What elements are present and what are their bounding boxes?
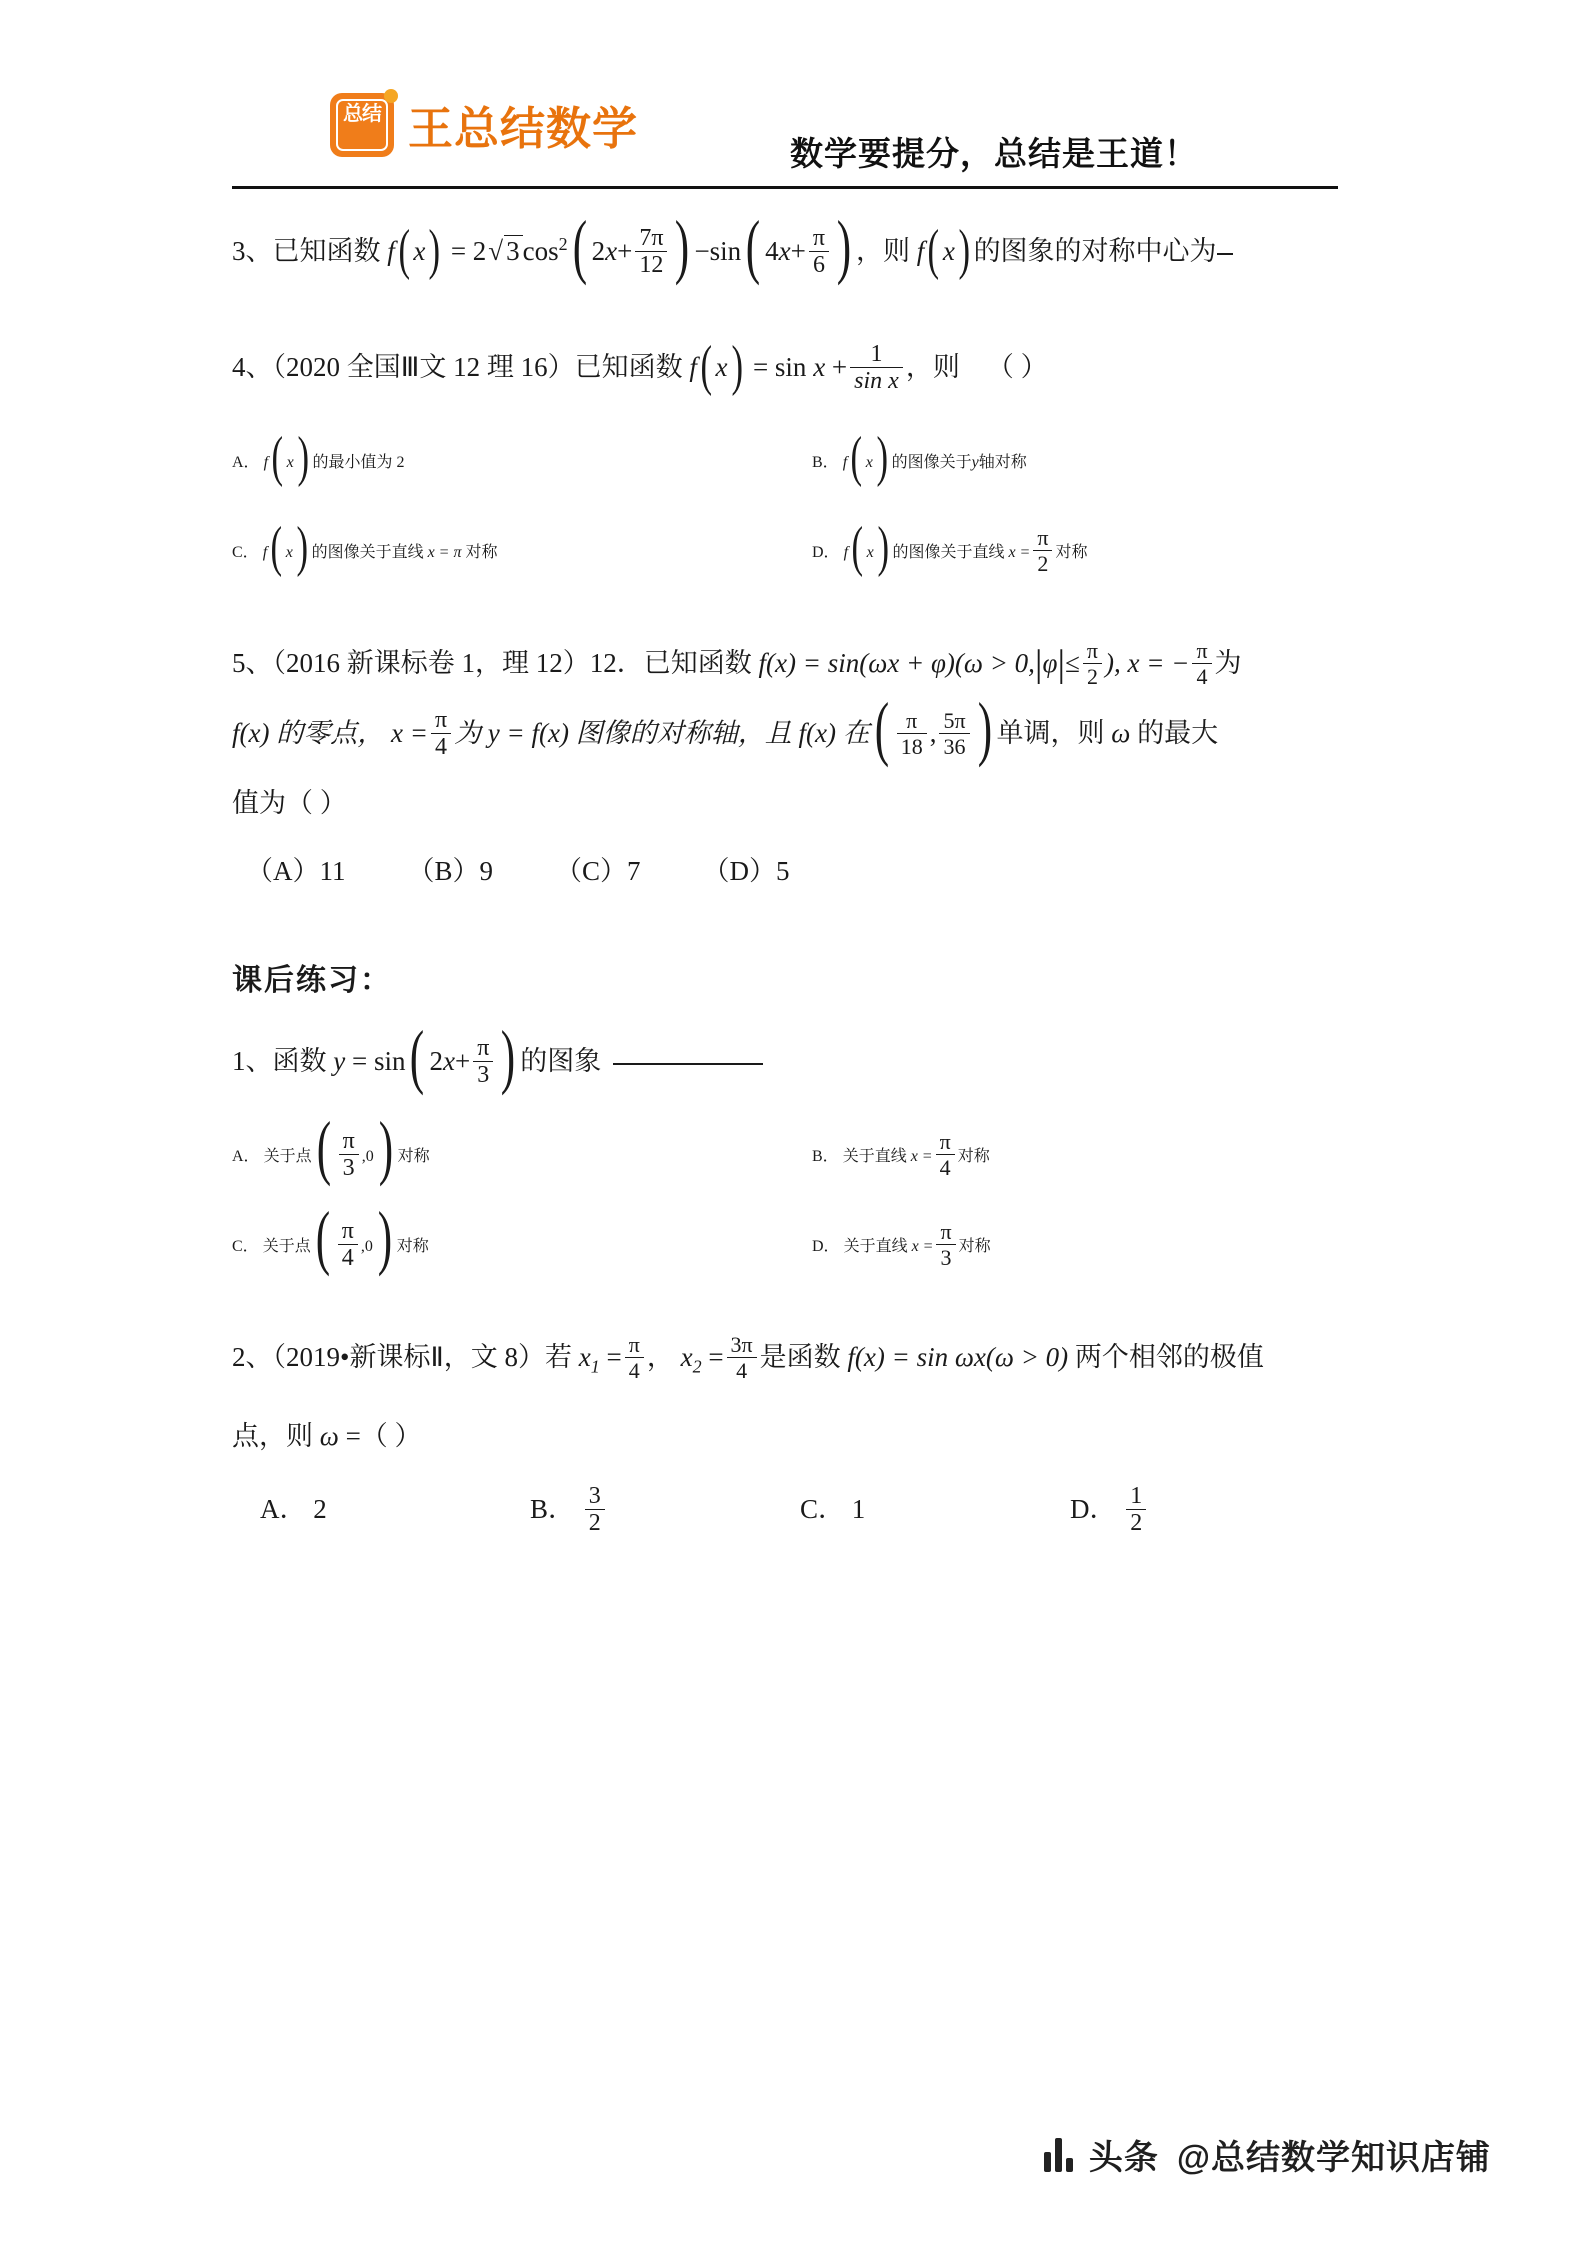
question-4: 4、（2020 全国Ⅲ文 12 理 16）已知函数 f( x) = sin x + $\frac{1}{\text{sin x}}$ ，则 （ ） — [232, 335, 1048, 397]
q4-tail: ，则 — [905, 352, 960, 382]
q3-minus: − — [694, 236, 710, 266]
p1-option-C[interactable]: C． 关于点( $\frac{\pi}{4}$ ,0) 对称 — [232, 1197, 429, 1277]
q5-choice-D[interactable]: （D）5 — [702, 856, 790, 886]
question-5: 5、（2016 新课标卷 1，理 12）12．已知函数 f(x) = sin(ωx + φ)(ω > 0,|φ|≤ $\frac{\pi}{2}$ ), x = − $\frac{\pi}{4}$ 为 — [232, 637, 1242, 689]
question-4-options-row-2 — [232, 516, 1412, 585]
practice-section-title: 课后练习： — [232, 964, 392, 997]
q3-arg2-a: 4 — [765, 236, 779, 266]
spacer — [232, 495, 1412, 521]
p2-option-D[interactable]: D． $\frac{1}{2}$ — [1070, 1474, 1340, 1544]
q4-expr-eq: = sin — [752, 352, 807, 382]
q4-answer-paren: （ ） — [986, 352, 1048, 382]
q3-f2: f — [916, 236, 925, 266]
practice-question-2-line-2: 点，则 ω =（ ） — [232, 1421, 422, 1452]
practice-question-1: 1、函数 y = sin( 2x+ $\frac{\pi}{3}$ ) 的图象 — [232, 1029, 1412, 1093]
q3-x2: x — [942, 236, 955, 266]
q3-arg1-a: 2 — [591, 236, 606, 266]
spacer — [232, 1189, 1412, 1215]
q3-tail: ，则 — [856, 236, 910, 266]
p2-x2-frac: $\frac{3\pi}{4}$ — [727, 1332, 757, 1384]
document-header — [0, 0, 1587, 173]
p1-option-A[interactable]: A． 关于点( $\frac{\pi}{3}$ ,0) 对称 — [232, 1107, 430, 1187]
p1-B-frac: $\frac{\pi}{4}$ — [936, 1129, 955, 1181]
q3-arg2-x: x — [778, 236, 791, 266]
q5-expr: f(x) = sin(ωx + φ)(ω > 0, — [758, 648, 1035, 678]
p2-D-frac: $\frac{1}{2}$ — [1126, 1484, 1146, 1536]
q3-answer-blank — [1217, 253, 1233, 255]
q5-frac-2: $\frac{\pi}{4}$ — [1192, 638, 1211, 690]
option-D-frac: $\frac{\pi}{2}$ — [1033, 525, 1052, 577]
spacer — [232, 289, 1412, 335]
footer-brand: 头条 — [1088, 2139, 1159, 2177]
spacer — [232, 1099, 1412, 1125]
q3-arg2-plus: + — [790, 236, 806, 266]
practice-1-options-row-2 — [232, 1197, 1412, 1279]
option-A[interactable]: A． f( x) 的最小值为 2 — [232, 426, 405, 488]
p2-option-C[interactable]: C． 1 — [800, 1494, 866, 1525]
q4-f: f — [689, 352, 697, 382]
q3-f: f — [387, 236, 395, 266]
option-B[interactable]: B． f( x) 的图像关于y轴对称 — [812, 426, 1027, 488]
p1-frac: $\frac{\pi}{3}$ — [473, 1036, 493, 1088]
question-4-options-row-1 — [232, 426, 1412, 495]
q5-interval-right: $\frac{5\pi}{36}$ — [939, 708, 969, 760]
logo-text: 王总结数学 — [408, 103, 639, 154]
q5-source: （2016 新课标卷 1，理 12）12．已知函数 — [272, 648, 752, 678]
q3-frac-2: $\frac{\pi}{6}$ — [809, 226, 829, 278]
question-3: 3、已知函数 f( x) = 2√ 3 $\cos^2$( 2x+ $\frac{7\pi}{12}$ ) −sin( 4x+ $\frac{\pi}{6}$ ) ，则 f( x) 的图象的对称中心为 — [232, 212, 1412, 283]
p2-x1-frac: $\frac{\pi}{4}$ — [625, 1332, 644, 1384]
q5-choice-C[interactable]: （C）7 — [555, 856, 641, 886]
p1-option-B[interactable]: B． 关于直线 x = $\frac{\pi}{4}$ 对称 — [812, 1129, 990, 1181]
p2-option-A[interactable]: A． 2 — [260, 1494, 327, 1525]
q3-cos: cos — [522, 236, 559, 266]
brand-logo — [330, 92, 638, 157]
p1-C-frac: $\frac{\pi}{4}$ — [338, 1219, 358, 1271]
footer-watermark — [0, 2130, 1587, 2179]
q5-choice-A[interactable]: （A）11 — [246, 856, 346, 886]
toutiao-bars-icon — [1044, 2138, 1077, 2172]
q4-source: （2020 全国Ⅲ文 12 理 16）已知函数 — [272, 352, 683, 382]
option-C[interactable]: C． f( x) 的图像关于直线 x = π 对称 — [232, 516, 498, 578]
q5-frac-1: $\frac{\pi}{2}$ — [1083, 638, 1102, 690]
practice-1-options-row-1 — [232, 1107, 1412, 1189]
header-slogan: 数学要提分，总结是王道！ — [790, 137, 1198, 173]
q3-tail2: 的图象的对称中心为 — [973, 236, 1217, 266]
footer-account: @总结数学知识店铺 — [1176, 2139, 1491, 2177]
p1-answer-blank — [613, 1063, 763, 1065]
q3-cos-pow: 2 — [558, 234, 568, 254]
q5-frac-3: $\frac{\pi}{4}$ — [431, 708, 451, 760]
p1-option-D[interactable]: D． 关于直线 x = $\frac{\pi}{3}$ 对称 — [812, 1219, 991, 1271]
q3-number: 3、 — [232, 236, 273, 266]
toutiao-logo-icon — [1044, 2130, 1159, 2179]
q3-sqrt-radicand: 3 — [504, 235, 523, 266]
q3-frac-1: $\frac{7\pi}{12}$ — [635, 226, 667, 278]
logo-dot-icon — [384, 89, 398, 103]
p2-B-frac: $\frac{3}{2}$ — [585, 1484, 605, 1536]
q3-coef: 2 — [472, 236, 487, 266]
sqrt-icon: √ 3 — [486, 219, 522, 283]
logo-mark-icon — [330, 93, 394, 157]
option-D[interactable]: D． f( x) 的图像关于直线 x = $\frac{\pi}{2}$ 对称 — [812, 516, 1088, 578]
q5-interval-left: $\frac{\pi}{18}$ — [897, 708, 927, 760]
spacer — [232, 1279, 1412, 1325]
practice-2-options — [232, 1474, 1412, 1544]
q3-arg1-plus: + — [617, 236, 633, 266]
q5-choice-B[interactable]: （B）9 — [407, 856, 494, 886]
question-5-line-2: f(x) 的零点， x = $\frac{\pi}{4}$ 为 y = f(x) 图像的对称轴，且 f(x) 在( $\frac{\pi}{18}$ , $\frac{5\pi}{36}$ ) 单调，则 ω 的最大 — [232, 688, 1219, 768]
practice-question-2: 2、（2019•新课标Ⅱ，文 8）若 $x_1$ = $\frac{\pi}{4}$ ， $x_2$ = $\frac{3\pi}{4}$ 是函数 f(x) = sin ωx(ω > 0) 两个相邻的极值 — [232, 1331, 1264, 1383]
p1-D-frac: $\frac{\pi}{3}$ — [936, 1219, 955, 1271]
document-content — [232, 206, 1412, 1544]
q3-arg1-x: x — [605, 236, 618, 266]
spacer — [232, 405, 1412, 431]
logo-mark-text: 总结 — [336, 99, 388, 151]
q3-sin: sin — [709, 236, 742, 266]
q3-x: x — [413, 236, 426, 266]
spacer — [232, 585, 1412, 631]
p1-A-frac: $\frac{\pi}{3}$ — [339, 1129, 359, 1181]
q5-number: 5、 — [232, 648, 273, 678]
question-5-line-3: 值为（ ） — [232, 788, 347, 818]
header-divider — [232, 186, 1338, 189]
question-5-choices — [232, 841, 1412, 901]
q4-frac: $\frac{1}{\text{sin x}}$ — [850, 342, 903, 394]
q3-lead: 已知函数 — [272, 236, 381, 266]
q4-number: 4、 — [232, 352, 273, 382]
p2-option-B[interactable]: B． $\frac{3}{2}$ — [530, 1474, 800, 1544]
